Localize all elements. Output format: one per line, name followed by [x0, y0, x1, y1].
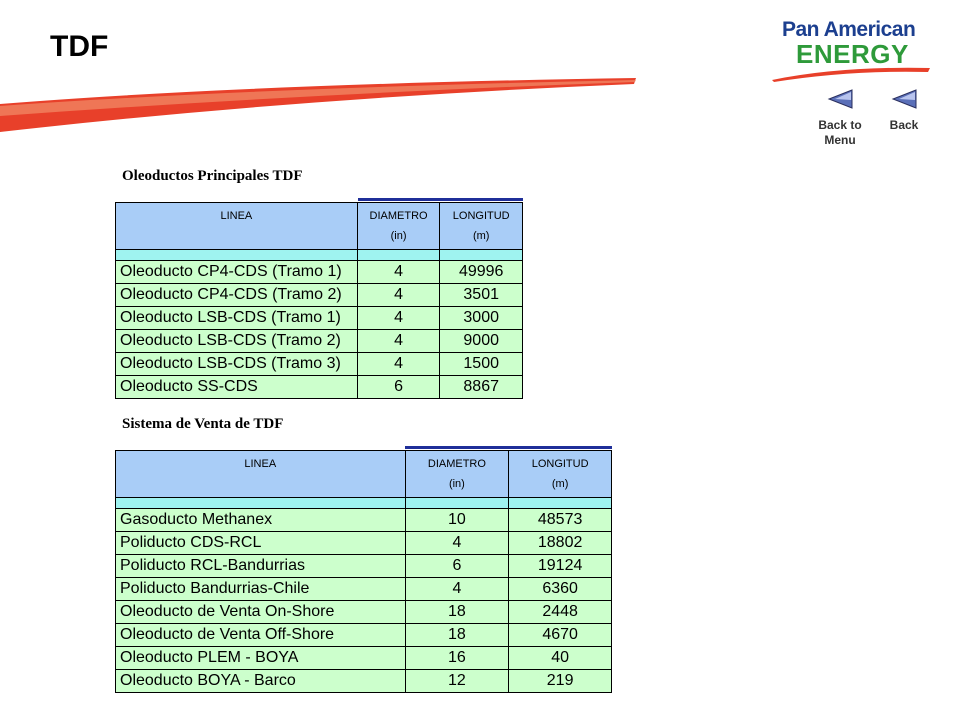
header-swoosh — [0, 76, 640, 136]
table2-header-longitud: LONGITUD (m) — [509, 451, 612, 498]
table-row: Poliducto CDS-RCL 4 18802 — [116, 532, 612, 555]
table-row: Oleoducto LSB-CDS (Tramo 1) 4 3000 — [116, 307, 523, 330]
table1-topline — [358, 198, 523, 201]
company-logo — [770, 14, 932, 84]
table2-header-row — [116, 451, 612, 498]
back-arrow-icon — [889, 88, 919, 110]
table2-separator-row — [116, 498, 612, 509]
table2-topline — [405, 446, 612, 449]
table1-separator-row — [116, 250, 523, 261]
logo-line2: ENERGY — [796, 39, 909, 69]
table1-header-longitud: LONGITUD (m) — [440, 203, 523, 250]
table-row: Oleoducto LSB-CDS (Tramo 3) 4 1500 — [116, 353, 523, 376]
table-row: Oleoducto de Venta Off-Shore 18 4670 — [116, 624, 612, 647]
table2 — [115, 450, 612, 693]
table-row: Oleoducto PLEM - BOYA 16 40 — [116, 647, 612, 670]
table-row: Oleoducto BOYA - Barco 12 219 — [116, 670, 612, 693]
table-row: Oleoducto CP4-CDS (Tramo 1) 4 49996 — [116, 261, 523, 284]
table1-title: Oleoductos Principales TDF — [122, 168, 303, 184]
back-to-menu-label: Back to Menu — [818, 118, 862, 147]
table-row: Poliducto RCL-Bandurrias 6 19124 — [116, 555, 612, 578]
table-row: Oleoducto LSB-CDS (Tramo 2) 4 9000 — [116, 330, 523, 353]
table1-header-row — [116, 203, 523, 250]
back-button[interactable] — [884, 88, 924, 133]
table-row: Oleoducto CP4-CDS (Tramo 2) 4 3501 — [116, 284, 523, 307]
page-title: TDF — [50, 30, 109, 63]
table-row: Oleoducto de Venta On-Shore 18 2448 — [116, 601, 612, 624]
table2-header-diametro: DIAMETRO (in) — [405, 451, 509, 498]
logo-line1: Pan American — [782, 18, 916, 41]
back-arrow-icon — [825, 88, 855, 110]
table1 — [115, 202, 523, 399]
table-row: Poliducto Bandurrias-Chile 4 6360 — [116, 578, 612, 601]
logo-swoosh — [770, 64, 932, 84]
table-row: Oleoducto SS-CDS 6 8867 — [116, 376, 523, 399]
table-row: Gasoducto Methanex 10 48573 — [116, 509, 612, 532]
back-label: Back — [889, 118, 919, 132]
table1-header-diametro: DIAMETRO (in) — [357, 203, 440, 250]
table1-header-linea: LINEA — [116, 203, 358, 250]
table2-header-linea: LINEA — [116, 451, 406, 498]
table2-title: Sistema de Venta de TDF — [122, 416, 284, 432]
back-to-menu-button[interactable] — [810, 88, 870, 148]
